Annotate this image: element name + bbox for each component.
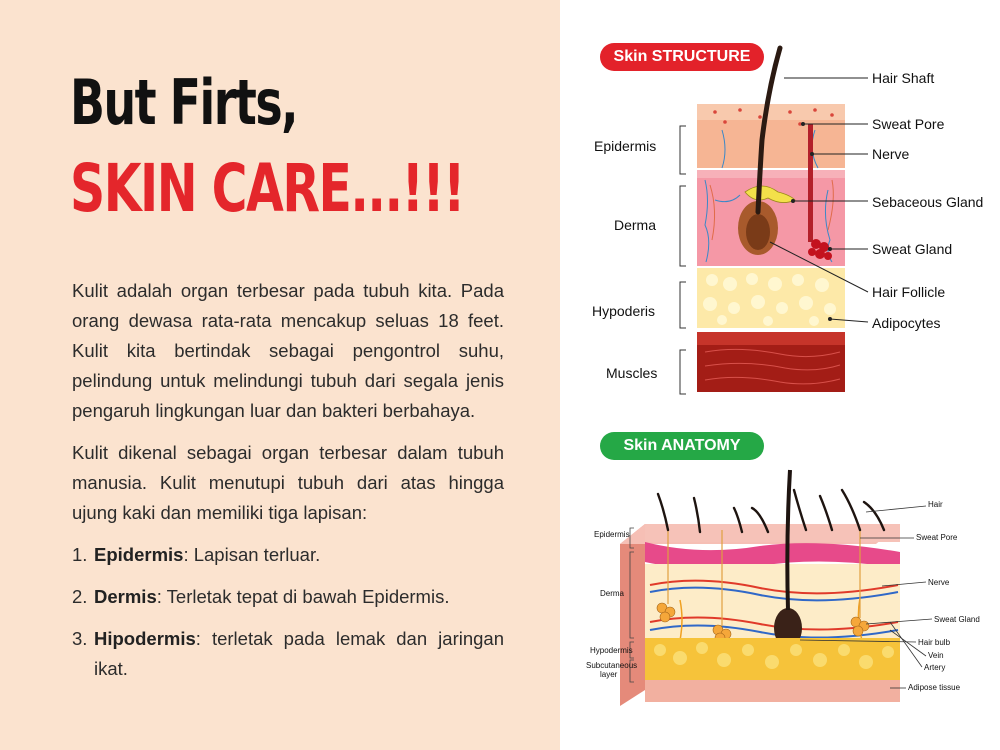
structure-label-nerve: Nerve xyxy=(872,146,910,162)
anatomy-label-epidermis: Epidermis xyxy=(594,530,630,539)
list-number: 1. xyxy=(72,544,88,565)
structure-label-sweat-gland: Sweat Gland xyxy=(872,241,953,257)
list-desc: : Lapisan terluar. xyxy=(183,544,321,565)
anatomy-label-hair: Hair xyxy=(928,500,943,509)
anatomy-label-layer: layer xyxy=(600,670,618,679)
structure-label-epidermis: Epidermis xyxy=(594,138,657,154)
structure-label-hypoderis: Hypoderis xyxy=(592,303,656,319)
anatomy-label-hypodermis: Hypodermis xyxy=(590,646,633,655)
structure-label-hair-follicle: Hair Follicle xyxy=(872,284,946,300)
skin-structure-title: Skin STRUCTURE xyxy=(600,43,764,71)
list-number: 3. xyxy=(72,628,88,649)
structure-label-muscles: Muscles xyxy=(606,365,658,381)
list-desc: : terletak pada lemak dan jaringan ikat. xyxy=(94,628,504,679)
heading-line-2: SKIN CARE...!!! xyxy=(70,150,464,227)
anatomy-label-nerve: Nerve xyxy=(928,578,950,587)
structure-label-adipocytes: Adipocytes xyxy=(872,315,941,331)
anatomy-label-subcutaneous: Subcutaneous xyxy=(586,661,638,670)
list-number: 2. xyxy=(72,586,88,607)
structure-label-derma: Derma xyxy=(614,217,657,233)
structure-label-hair-shaft: Hair Shaft xyxy=(872,70,935,86)
anatomy-label-sweat-gland: Sweat Gland xyxy=(934,615,980,624)
anatomy-label-sweat-pore: Sweat Pore xyxy=(916,533,958,542)
anatomy-label-hair-bulb: Hair bulb xyxy=(918,638,951,647)
anatomy-label-vein: Vein xyxy=(928,651,944,660)
list-term: Dermis xyxy=(94,586,157,607)
skin-anatomy-title: Skin ANATOMY xyxy=(600,432,764,460)
heading-line-1: But Firts, xyxy=(70,66,298,139)
list-term: Hipodermis xyxy=(94,628,196,649)
structure-label-sebaceous-gland: Sebaceous Gland xyxy=(872,194,984,210)
paragraph-2: Kulit dikenal sebagai organ terbesar dalam tubuh manusia. Kulit menutupi tubuh dari atas hingga ujung kaki dan memiliki tiga lapisan: xyxy=(72,442,504,523)
list-term: Epidermis xyxy=(94,544,184,565)
anatomy-label-artery: Artery xyxy=(924,663,946,672)
anatomy-label-derma: Derma xyxy=(600,589,625,598)
structure-label-sweat-pore: Sweat Pore xyxy=(872,116,945,132)
list-desc: : Terletak tepat di bawah Epidermis. xyxy=(156,586,450,607)
anatomy-label-adipose-tissue: Adipose tissue xyxy=(908,683,961,692)
paragraph-1: Kulit adalah organ terbesar pada tubuh kita. Pada orang dewasa rata-rata mencakup seluas 18 feet. Kulit kita bertindak sebagai pengontrol suhu, pelindung untuk melindungi tubuh dari segala jenis pengaruh lingkungan luar dan bakteri berbahaya. xyxy=(72,280,504,421)
